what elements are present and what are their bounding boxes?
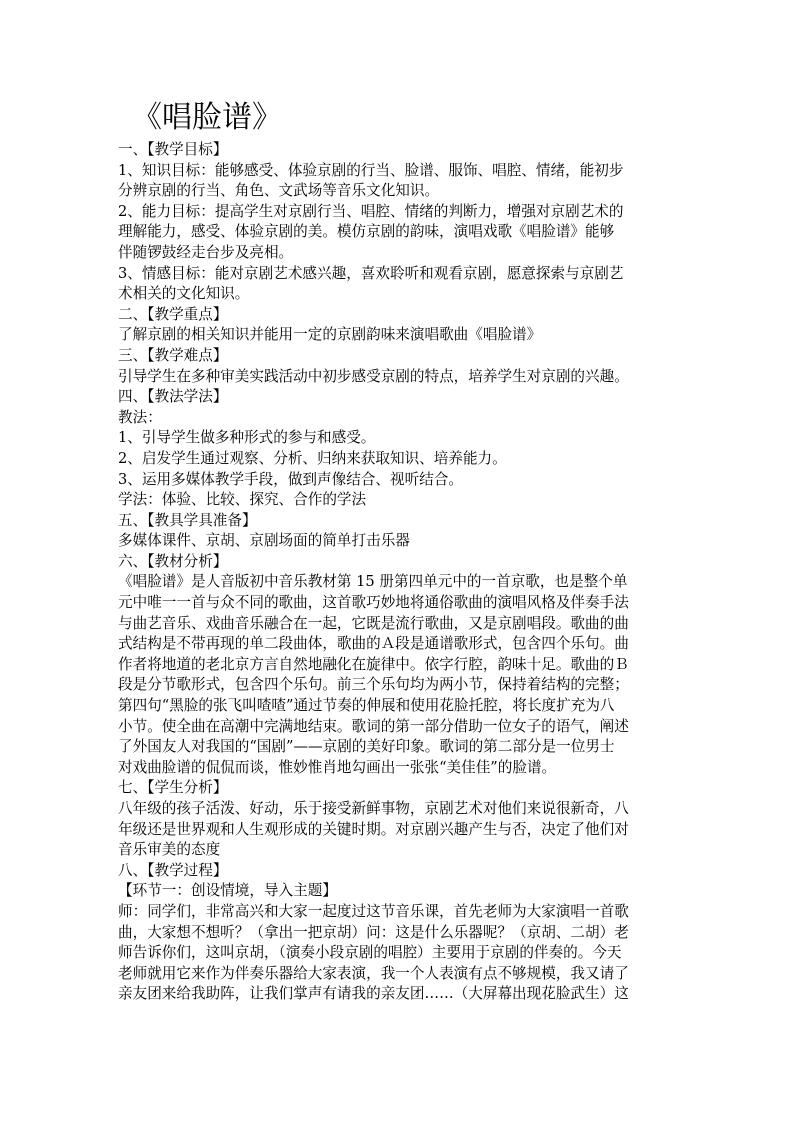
text-line: 三、【教学难点】 — [118, 346, 228, 364]
text-line: 五、【教具学具准备】 — [118, 511, 257, 529]
text-line: 老师就用它来作为伴奏乐器给大家表演，我一个人表演有点不够规模，我又请了 — [118, 964, 629, 982]
text-line: 二、【教学重点】 — [118, 305, 228, 323]
text-line: 小节。使全曲在高潮中完满地结束。歌词的第一部分借助一位女子的语气，阐述 — [118, 717, 629, 735]
text-line: 六、【教材分析】 — [118, 552, 228, 570]
text-line: 曲，大家想不想听？（拿出一把京胡）问：这是什么乐器呢？（京胡、二胡）老 — [118, 923, 629, 941]
text-line: 八、【教学过程】 — [118, 861, 228, 879]
text-line: 引导学生在多种审美实践活动中初步感受京剧的特点，培养学生对京剧的兴趣。 — [118, 367, 629, 385]
text-line: 理解能力，感受、体验京剧的美。模仿京剧的韵味，演唱戏歌《唱脸谱》能够 — [118, 223, 615, 241]
text-line: 作者将地道的老北京方言自然地融化在旋律中。依字行腔，韵味十足。歌曲的Ｂ — [118, 655, 629, 673]
document-body — [118, 140, 678, 1005]
text-line: 式结构是不带再现的单二段曲体，歌曲的Ａ段是通谱歌形式，包含四个乐句。曲 — [118, 635, 629, 653]
text-line: 第四句“黑脸的张飞叫喳喳”通过节奏的伸展和使用花脸托腔，将长度扩充为八 — [118, 697, 615, 715]
text-line: 与曲艺音乐、戏曲音乐融合在一起，它既是流行歌曲，又是京剧唱段。歌曲的曲 — [118, 614, 629, 632]
text-line: 2、启发学生通过观察、分析、归纳来获取知识、培养能力。 — [118, 449, 507, 467]
text-line: 术相关的文化知识。 — [118, 285, 250, 303]
text-line: 一、【教学目标】 — [118, 141, 228, 158]
text-line: 多媒体课件、京胡、京剧场面的简单打击乐器 — [118, 532, 410, 550]
text-line: 分辨京剧的行当、角色、文武场等音乐文化知识。 — [118, 182, 440, 200]
text-line: 教法： — [118, 408, 162, 426]
text-line: 1、引导学生做多种形式的参与和感受。 — [118, 429, 376, 447]
text-line: 了解京剧的相关知识并能用一定的京剧韵味来演唱歌曲《唱脸谱》 — [118, 326, 542, 344]
text-line: 八年级的孩子活泼、好动，乐于接受新鲜事物，京剧艺术对他们来说很新奇，八 — [118, 800, 629, 817]
text-line: 师告诉你们，这叫京胡，（演奏小段京剧的唱腔）主要用于京剧的伴奏的。今天 — [118, 944, 622, 962]
text-line: 元中唯一一首与众不同的歌曲，这首歌巧妙地将通俗歌曲的演唱风格及伴奏手法 — [118, 594, 629, 612]
text-line: 师：同学们，非常高兴和大家一起度过这节音乐课，首先老师为大家演唱一首歌 — [118, 902, 629, 920]
text-line: 【环节一：创设情境，导入主题】 — [118, 882, 337, 900]
text-line: 《唱脸谱》是人音版初中音乐教材第 15 册第四单元中的一首京歌，也是整个单 — [118, 573, 628, 591]
text-line: 四、【教法学法】 — [118, 388, 228, 406]
text-line: 对戏曲脸谱的侃侃而谈，惟妙惟肖地勾画出一张张“美佳佳”的脸谱。 — [118, 758, 557, 776]
document-page — [118, 98, 678, 1005]
text-line: 亲友团来给我助阵，让我们掌声有请我的亲友团……（大屏幕出现花脸武生）这 — [118, 985, 629, 1003]
text-line: 3、情感目标：能对京剧艺术感兴趣，喜欢聆听和观看京剧，愿意探索与京剧艺 — [118, 264, 624, 282]
text-line: 伴随锣鼓经走台步及亮相。 — [118, 243, 294, 261]
text-line: 1、知识目标：能够感受、体验京剧的行当、脸谱、服饰、唱腔、情绪，能初步 — [118, 161, 624, 179]
text-line: 了外国友人对我国的“国剧”——京剧的美好印象。歌词的第二部分是一位男士 — [118, 738, 615, 756]
text-line: 段是分节歌形式，包含四个乐句。前三个乐句均为两小节，保持着结构的完整； — [118, 676, 629, 694]
text-line: 年级还是世界观和人生观形成的关键时期。对京剧兴趣产生与否，决定了他们对 — [118, 820, 629, 838]
text-line: 七、【学生分析】 — [118, 779, 228, 797]
document-title: 《唱脸谱》 — [132, 100, 282, 135]
text-line: 学法：体验、比较、探究、合作的学法 — [118, 491, 367, 509]
text-line: 3、运用多媒体教学手段，做到声像结合、视听结合。 — [118, 470, 463, 488]
text-line: 音乐审美的态度 — [118, 841, 221, 859]
text-line: 2、能力目标：提高学生对京剧行当、唱腔、情绪的判断力，增强对京剧艺术的 — [118, 202, 624, 220]
